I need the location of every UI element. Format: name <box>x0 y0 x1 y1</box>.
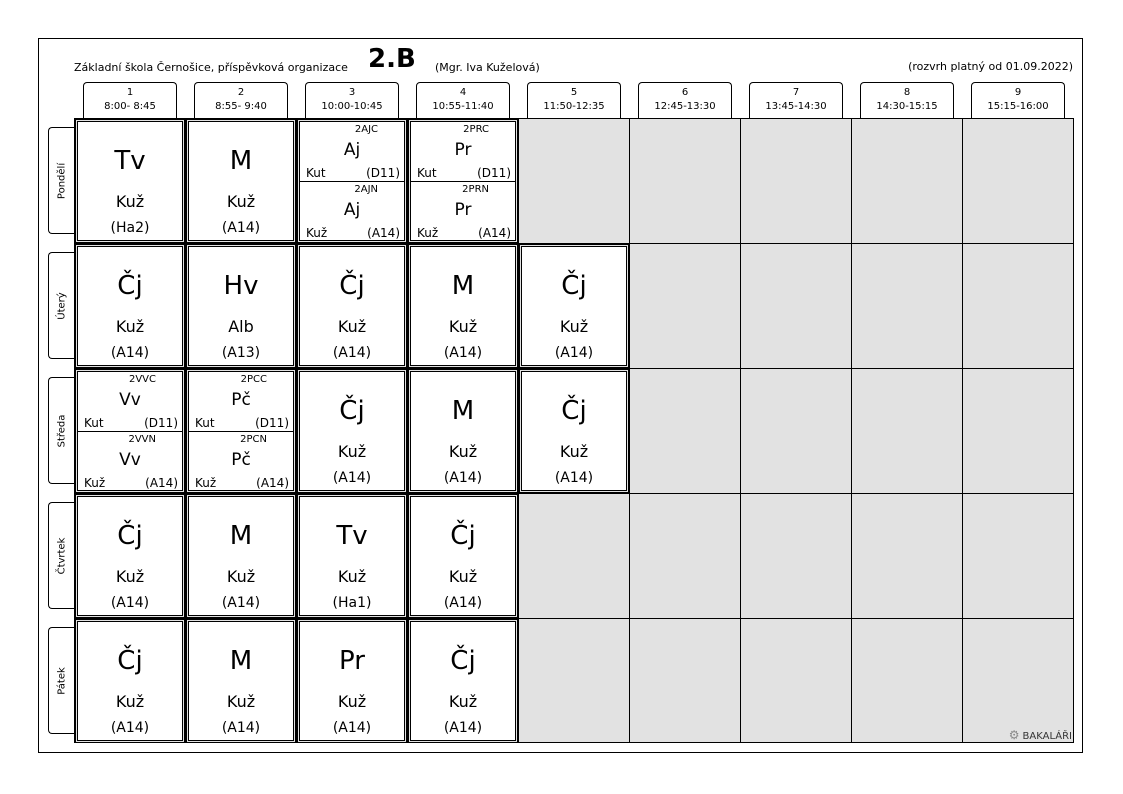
group-code: 2PCN <box>240 434 267 445</box>
room: (D11) <box>144 416 178 430</box>
group-code: 2AJN <box>354 184 378 195</box>
room: (A14) <box>554 470 594 486</box>
lesson-cell <box>410 496 516 616</box>
day-name: Středa <box>56 414 67 447</box>
day-label-4 <box>48 502 74 609</box>
bakalari-logo <box>1009 728 1072 742</box>
lesson-cell <box>188 621 294 741</box>
teacher: Kuž <box>226 567 256 586</box>
subject: Pč <box>231 450 251 470</box>
teacher: Kuž <box>115 192 145 211</box>
subject: Čj <box>117 271 143 301</box>
subject: M <box>451 271 475 301</box>
room: (A13) <box>221 345 261 361</box>
subject: Aj <box>343 200 361 220</box>
subject: Pč <box>231 390 251 410</box>
lesson-cell <box>410 246 516 366</box>
gear-icon: ⚙ <box>1008 728 1020 742</box>
grid-vline <box>296 118 297 743</box>
period-number: 6 <box>681 87 689 98</box>
day-label-1 <box>48 127 74 234</box>
grid-vline <box>962 118 963 743</box>
period-time: 10:00-10:45 <box>321 101 383 112</box>
room: (A14) <box>443 470 483 486</box>
teacher: Kuž <box>559 317 589 336</box>
room: (A14) <box>443 595 483 611</box>
teacher: Kuž <box>448 692 478 711</box>
grid-vline <box>851 118 852 743</box>
teacher: Kuž <box>448 317 478 336</box>
day-name: Úterý <box>56 291 67 320</box>
teacher: Kuž <box>448 567 478 586</box>
period-time: 8:55- 9:40 <box>215 101 267 112</box>
teacher: Kuž <box>559 442 589 461</box>
day-label-2 <box>48 252 74 359</box>
subject: Čj <box>117 521 143 551</box>
lesson-cell <box>299 246 405 366</box>
lesson-group <box>411 122 515 182</box>
grid-vline <box>407 118 408 743</box>
period-header-5 <box>527 82 621 118</box>
day-label-5 <box>48 627 74 734</box>
period-header-2 <box>194 82 288 118</box>
lesson-cell <box>299 371 405 491</box>
period-header-9 <box>971 82 1065 118</box>
lesson-group <box>189 372 293 432</box>
room: (A14) <box>554 345 594 361</box>
room: (A14) <box>332 470 372 486</box>
period-number: 4 <box>459 87 467 98</box>
school-name: Základní škola Černošice, příspěvková organizace <box>74 61 348 74</box>
lesson-cell <box>188 246 294 366</box>
room: (A14) <box>110 345 150 361</box>
period-header-8 <box>860 82 954 118</box>
teacher: Kut <box>195 416 215 430</box>
lesson-cell <box>77 621 183 741</box>
subject: M <box>229 146 253 176</box>
lesson-cell <box>299 621 405 741</box>
subject: M <box>451 396 475 426</box>
period-number: 2 <box>237 87 245 98</box>
period-header-6 <box>638 82 732 118</box>
lesson-cell <box>410 621 516 741</box>
lesson-cell <box>77 246 183 366</box>
room: (A14) <box>332 345 372 361</box>
lesson-cell <box>410 121 516 241</box>
subject: Pr <box>339 646 365 676</box>
lesson-cell <box>188 121 294 241</box>
teacher: Kuž <box>417 226 439 240</box>
subject: M <box>229 646 253 676</box>
subject: Tv <box>114 146 146 176</box>
subject: Čj <box>339 271 365 301</box>
lesson-group <box>189 432 293 491</box>
room: (A14) <box>221 720 261 736</box>
room: (A14) <box>478 226 511 240</box>
subject: Čj <box>450 646 476 676</box>
period-header-7 <box>749 82 843 118</box>
period-header-1 <box>83 82 177 118</box>
teacher: Kut <box>306 166 326 180</box>
period-header-3 <box>305 82 399 118</box>
subject: Tv <box>336 521 368 551</box>
teacher: Kuž <box>306 226 328 240</box>
period-header-4 <box>416 82 510 118</box>
subject: M <box>229 521 253 551</box>
lesson-group <box>300 122 404 182</box>
room: (D11) <box>366 166 400 180</box>
grid-hline <box>74 243 1074 244</box>
room: (A14) <box>221 220 261 236</box>
subject: Čj <box>117 646 143 676</box>
period-time: 14:30-15:15 <box>876 101 938 112</box>
room: (D11) <box>477 166 511 180</box>
subject: Čj <box>561 271 587 301</box>
room: (D11) <box>255 416 289 430</box>
lesson-cell <box>188 371 294 491</box>
lesson-cell <box>188 496 294 616</box>
period-time: 15:15-16:00 <box>987 101 1049 112</box>
room: (Ha1) <box>332 595 372 611</box>
teacher: Kut <box>417 166 437 180</box>
room: (A14) <box>110 595 150 611</box>
group-code: 2PRC <box>463 124 489 135</box>
day-label-3 <box>48 377 74 484</box>
group-code: 2PCC <box>240 374 267 385</box>
teacher: Kuž <box>337 442 367 461</box>
group-code: 2PRN <box>462 184 489 195</box>
room: (A14) <box>367 226 400 240</box>
subject: Hv <box>223 271 259 301</box>
period-number: 9 <box>1014 87 1022 98</box>
room: (A14) <box>145 476 178 490</box>
group-code: 2VVC <box>128 374 156 385</box>
teacher: Kuž <box>226 692 256 711</box>
subject: Pr <box>454 200 472 220</box>
lesson-cell <box>521 371 627 491</box>
subject: Aj <box>343 140 361 160</box>
group-code: 2AJC <box>354 124 378 135</box>
day-name: Pátek <box>56 666 67 695</box>
teacher: Kuž <box>115 692 145 711</box>
room: (A14) <box>256 476 289 490</box>
lesson-group <box>78 372 182 432</box>
subject: Vv <box>119 450 141 470</box>
logo-text: BAKALÁŘI <box>1022 731 1072 742</box>
teacher: Kuž <box>195 476 217 490</box>
teacher: Kuž <box>337 317 367 336</box>
validity-date: (rozvrh platný od 01.09.2022) <box>908 60 1073 73</box>
lesson-cell <box>77 121 183 241</box>
room: (A14) <box>443 345 483 361</box>
teacher: Kuž <box>448 442 478 461</box>
teacher: Kuž <box>115 567 145 586</box>
period-number: 3 <box>348 87 356 98</box>
teacher: Kuž <box>226 192 256 211</box>
subject: Čj <box>339 396 365 426</box>
grid-vline <box>185 118 186 743</box>
room: (A14) <box>332 720 372 736</box>
grid-hline <box>74 618 1074 619</box>
grid-vline <box>740 118 741 743</box>
class-title: 2.B <box>368 44 416 74</box>
day-name: Pondělí <box>56 162 67 199</box>
lesson-cell <box>410 371 516 491</box>
period-time: 12:45-13:30 <box>654 101 716 112</box>
period-number: 1 <box>126 87 134 98</box>
subject: Vv <box>119 390 141 410</box>
grid-hline <box>74 493 1074 494</box>
lesson-group <box>300 182 404 241</box>
class-teacher: (Mgr. Iva Kuželová) <box>435 61 540 74</box>
grid-vline <box>629 118 630 743</box>
lesson-group <box>78 432 182 491</box>
lesson-cell <box>299 121 405 241</box>
lesson-cell <box>299 496 405 616</box>
subject: Čj <box>561 396 587 426</box>
teacher: Kuž <box>337 567 367 586</box>
lesson-cell <box>521 246 627 366</box>
teacher: Kuž <box>337 692 367 711</box>
teacher: Kuž <box>84 476 106 490</box>
period-number: 7 <box>792 87 800 98</box>
lesson-cell <box>77 496 183 616</box>
period-time: 10:55-11:40 <box>432 101 494 112</box>
subject: Pr <box>454 140 472 160</box>
period-time: 11:50-12:35 <box>543 101 605 112</box>
day-name: Čtvrtek <box>56 537 67 574</box>
teacher: Alb <box>228 317 254 336</box>
grid-hline <box>74 368 1074 369</box>
room: (A14) <box>110 720 150 736</box>
room: (A14) <box>221 595 261 611</box>
teacher: Kut <box>84 416 104 430</box>
period-number: 5 <box>570 87 578 98</box>
period-time: 8:00- 8:45 <box>104 101 156 112</box>
group-code: 2VVN <box>128 434 156 445</box>
teacher: Kuž <box>115 317 145 336</box>
period-number: 8 <box>903 87 911 98</box>
room: (Ha2) <box>110 220 150 236</box>
period-time: 13:45-14:30 <box>765 101 827 112</box>
lesson-group <box>411 182 515 241</box>
room: (A14) <box>443 720 483 736</box>
lesson-cell <box>77 371 183 491</box>
grid-vline <box>518 118 519 743</box>
subject: Čj <box>450 521 476 551</box>
